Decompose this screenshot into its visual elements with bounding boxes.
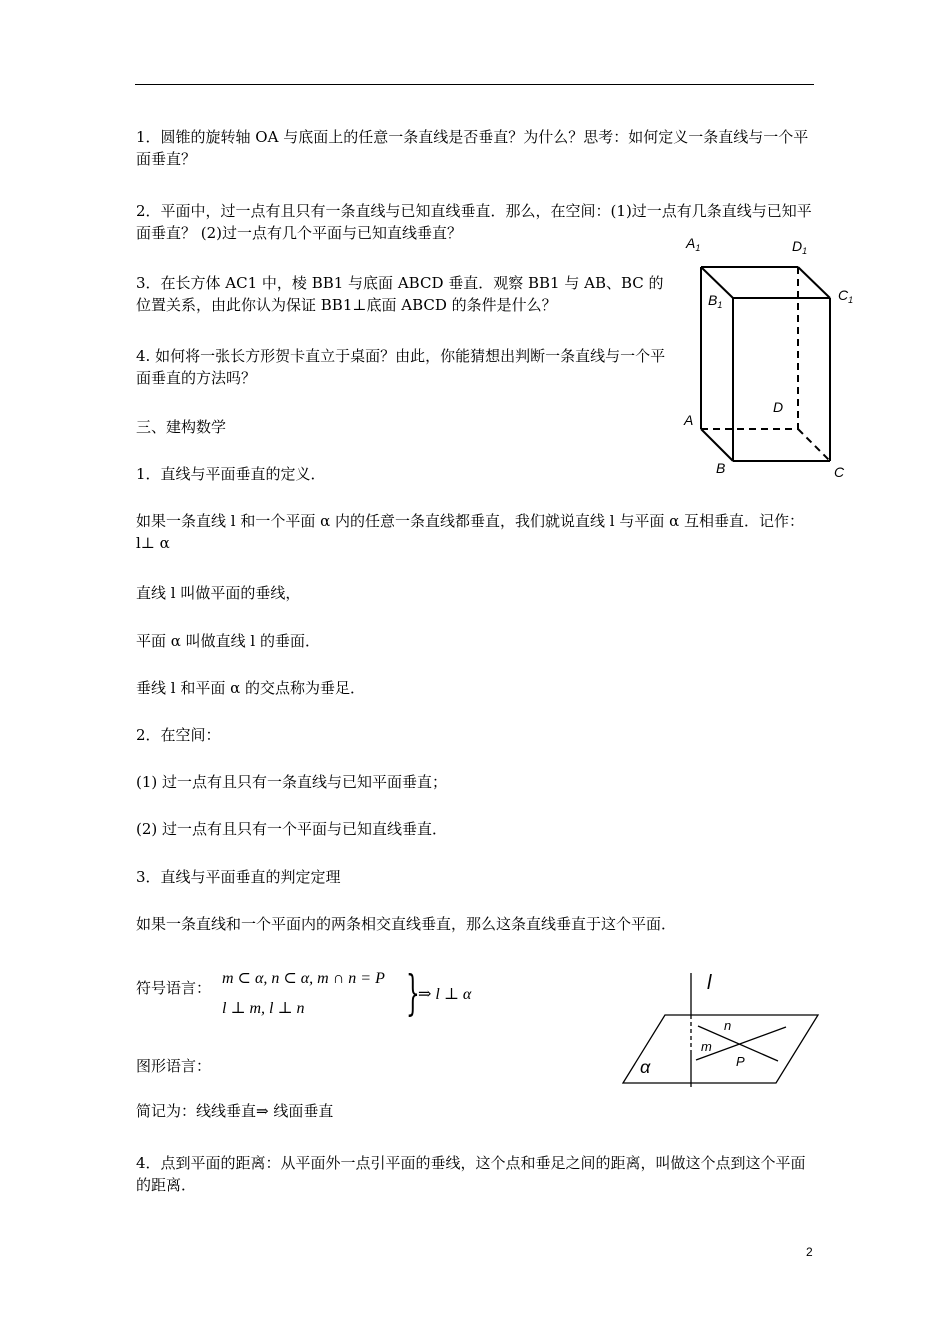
distance-def: 4．点到平面的距离：从平面外一点引平面的垂线，这个点和垂足之间的距离，叫做这个点到这个平面的距离．	[136, 1154, 806, 1194]
header-rule	[135, 84, 814, 85]
space-title: 2．在空间：	[136, 726, 221, 744]
label-B1: $B_1$	[708, 292, 723, 310]
question-4: 4. 如何将一张长方形贺卡直立于桌面？由此，你能猜想出判断一条直线与一个平面垂直的方法吗？	[136, 347, 666, 387]
symbol-language	[136, 967, 516, 1023]
definition-title: 1．直线与平面垂直的定义．	[136, 465, 326, 483]
symbol-label: 符号语言：	[136, 979, 212, 997]
right-brace: }	[406, 965, 420, 1021]
space-item-1: (1) 过一点有且只有一条直线与已知平面垂直；	[136, 773, 448, 791]
question-2: 2．平面中，过一点有且只有一条直线与已知直线垂直．那么，在空间：(1)过一点有几条直线与已知平面垂直？ (2)过一点有几个平面与已知直线垂直？	[136, 202, 812, 242]
label-D1: $D_1$	[792, 238, 808, 256]
section-heading: 三、建构数学	[136, 418, 227, 436]
perpendicular-line-def: 直线 l 叫做平面的垂线，	[136, 584, 301, 602]
symbol-line-2: l ⊥ m, l ⊥ n	[222, 1000, 305, 1017]
symbol-line-1: m ⊂ α, n ⊂ α, m ∩ n = P	[222, 970, 385, 987]
question-3: 3．在长方体 AC1 中，棱 BB1 与底面 ABCD 垂直．观察 BB1 与 AB、BC 的位置关系，由此你认为保证 BB1⊥底面 ABCD 的条件是什么？	[136, 274, 664, 314]
space-item-2: (2) 过一点有且只有一个平面与已知直线垂直．	[136, 820, 448, 838]
definition-text: 如果一条直线 l 和一个平面 α 内的任意一条直线都垂直，我们就说直线 l 与平面 α 互相垂直．记作：l⊥ α	[136, 512, 805, 552]
label-n: n	[724, 1018, 732, 1033]
label-C1: $C_1$	[838, 287, 854, 305]
foot-def: 垂线 l 和平面 α 的交点称为垂足．	[136, 679, 366, 697]
label-D: D	[773, 399, 784, 415]
label-A: A	[684, 412, 694, 428]
theorem-text: 如果一条直线和一个平面内的两条相交直线垂直，那么这条直线垂直于这个平面．	[136, 915, 677, 933]
symbol-result: ⇒ l ⊥ α	[418, 986, 472, 1003]
label-C: C	[834, 464, 845, 480]
label-A1: $A_1$	[686, 235, 701, 253]
label-B: B	[716, 460, 726, 476]
graph-language-label: 图形语言：	[136, 1057, 212, 1075]
page-number: 2	[806, 1245, 813, 1259]
cuboid-figure	[670, 230, 860, 490]
label-P: P	[736, 1054, 745, 1069]
question-1: 1．圆锥的旋转轴 OA 与底面上的任意一条直线是否垂直？为什么？思考：如何定义一条直线与一个平面垂直？	[136, 128, 809, 168]
label-m: m	[701, 1039, 712, 1054]
label-alpha: α	[640, 1057, 651, 1077]
perpendicular-plane-def: 平面 α 叫做直线 l 的垂面．	[136, 632, 321, 650]
theorem-title: 3．直线与平面垂直的判定定理	[136, 868, 341, 886]
plane-figure	[610, 965, 830, 1090]
label-l: l	[707, 972, 712, 994]
summary: 简记为：线线垂直⇒ 线面垂直	[136, 1102, 334, 1120]
